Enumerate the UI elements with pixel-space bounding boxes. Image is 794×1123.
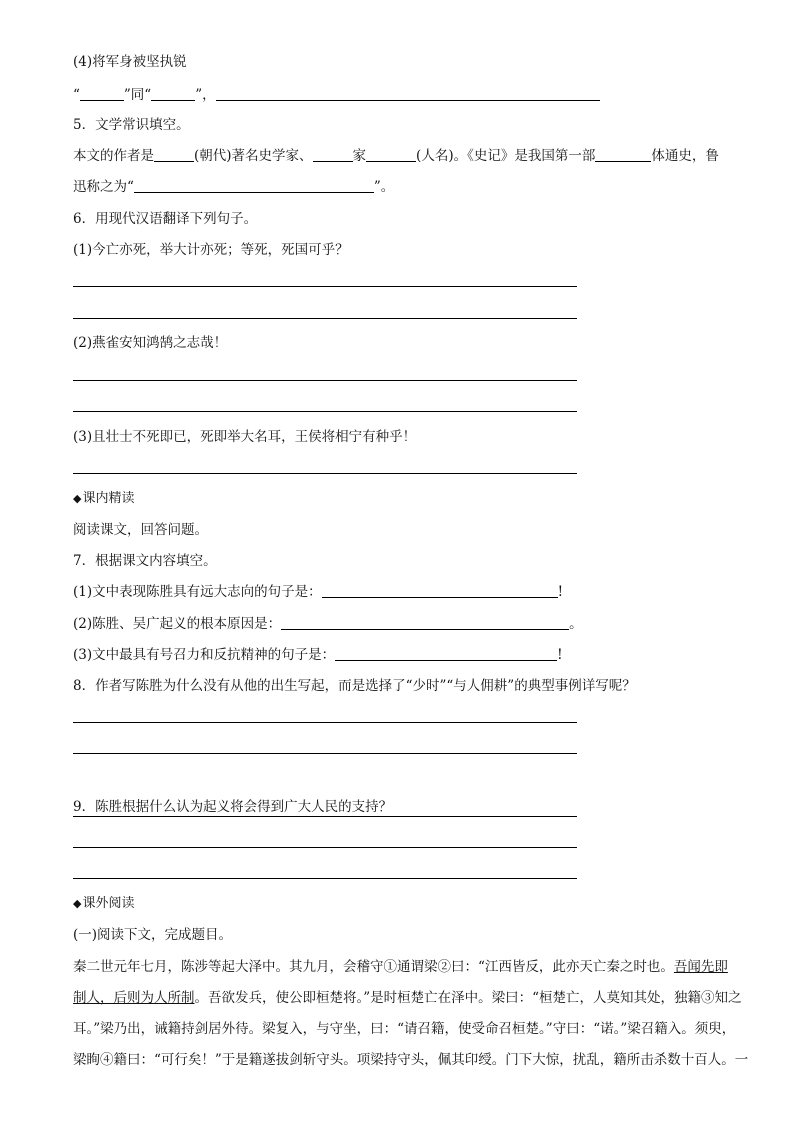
q9-question: 9．陈胜根据什么认为起义将会得到广大人民的支持？ xyxy=(73,799,393,815)
diamond-icon: ◆ xyxy=(73,897,82,910)
passage-text: 。吾欲发兵，使公即桓楚将。”是时桓楚亡在泽中。梁曰：“桓楚亡，人莫知其处，独籍③知之 xyxy=(194,990,742,1006)
q4-blank-3[interactable] xyxy=(216,86,600,101)
passage-line-3: 耳。”梁乃出，诫籍持剑居外待。梁复入，与守坐，曰：“请召籍，使受命召桓楚。”守曰：“诺。”梁召籍入。须臾， xyxy=(73,1021,736,1037)
q6-3-answer-line-1[interactable] xyxy=(73,473,577,474)
q4-blank-2[interactable] xyxy=(151,86,195,101)
q6-sentence-1: (1)今亡亦死，举大计亦死；等死，死国可乎？ xyxy=(73,242,349,258)
part-1-instruction: (一)阅读下文，完成题目。 xyxy=(73,927,233,943)
q4-label: (4)将军身被坚执锐 xyxy=(73,54,187,70)
q9-answer-line-2[interactable] xyxy=(73,847,577,848)
q5-blank-name[interactable] xyxy=(366,147,416,162)
q4-blank-1[interactable] xyxy=(80,86,124,101)
q6-2-answer-line-1[interactable] xyxy=(73,380,577,381)
q5-title: 5．文学常识填空。 xyxy=(73,117,190,133)
q7-line-1 xyxy=(73,582,746,602)
q7-line-2 xyxy=(73,614,746,634)
q8-answer-line-1[interactable] xyxy=(73,722,577,723)
section-label: 课内精读 xyxy=(82,491,135,506)
passage-text: 秦二世元年七月，陈涉等起大泽中。其九月，会稽守①通谓梁②曰：“江西皆反，此亦天亡秦之时也。 xyxy=(73,959,674,975)
q4-mid-1: ”同“ xyxy=(123,87,152,103)
q7-title: 7．根据课文内容填空。 xyxy=(73,553,217,569)
q5-text-g: ”。 xyxy=(373,179,395,195)
q6-1-answer-line-2[interactable] xyxy=(73,318,577,319)
q5-blank-praise[interactable] xyxy=(134,178,374,193)
q7-prompt-3: (3)文中最具有号召力和反抗精神的句子是： xyxy=(73,647,336,663)
q5-text-f: 迅称之为“ xyxy=(73,179,134,195)
q8-question: 8．作者写陈胜为什么没有从他的出生写起，而是选择了“少时”“与人佣耕”的典型事例详写呢？ xyxy=(73,678,636,694)
passage-line-4: 梁眴④籍曰：“可行矣！”于是籍遂拔剑斩守头。项梁持守头，佩其印绶。门下大惊，扰乱，籍所击杀数十百人。一 xyxy=(73,1052,749,1068)
q5-line-1 xyxy=(73,146,746,166)
q6-title: 6．用现代汉语翻译下列句子。 xyxy=(73,211,258,227)
q6-sentence-2: (2)燕雀安知鸿鹄之志哉！ xyxy=(73,335,228,351)
q7-blank-1[interactable] xyxy=(322,583,558,598)
q7-blank-2[interactable] xyxy=(281,615,569,630)
q7-prompt-1: (1)文中表现陈胜具有远大志向的句子是： xyxy=(73,584,322,600)
q6-2-answer-line-2[interactable] xyxy=(73,411,577,412)
q6-sentence-3: (3)且壮士不死即已，死即举大名耳，王侯将相宁有种乎！ xyxy=(73,429,417,445)
passage-underlined: 制人，后则为人所制 xyxy=(73,990,195,1006)
q9-answer-line-1[interactable] xyxy=(73,816,577,817)
q4-mid-2: ”， xyxy=(195,87,216,103)
q7-end-1: ! xyxy=(557,584,564,600)
q7-line-3 xyxy=(73,645,746,665)
section-heading-in-class xyxy=(73,489,746,509)
q4-quote-open: “ xyxy=(73,87,80,103)
q5-text-b: (朝代)著名史学家、 xyxy=(194,148,313,164)
read-hint: 阅读课文，回答问题。 xyxy=(73,522,208,538)
q7-end-3: ! xyxy=(557,647,563,663)
section-label: 课外阅读 xyxy=(82,896,135,911)
q5-text-c: 家 xyxy=(352,148,367,164)
diamond-icon: ◆ xyxy=(73,492,82,505)
passage-underlined: 吾闻先即 xyxy=(673,959,728,975)
section-heading-extracurricular xyxy=(73,894,746,914)
q5-blank-type[interactable] xyxy=(595,147,651,162)
q7-end-2: 。 xyxy=(569,616,583,632)
passage-line-1 xyxy=(73,957,746,977)
q9-answer-line-3[interactable] xyxy=(73,878,577,879)
q5-text-e: 体通史，鲁 xyxy=(651,148,719,164)
q7-prompt-2: (2)陈胜、吴广起义的根本原因是： xyxy=(73,616,282,632)
q7-blank-3[interactable] xyxy=(335,646,557,661)
q6-1-answer-line-1[interactable] xyxy=(73,286,577,287)
q5-line-2 xyxy=(73,177,746,197)
passage-line-2 xyxy=(73,988,746,1008)
q4-answer-line xyxy=(73,85,746,105)
q5-text-d: (人名)。《史记》是我国第一部 xyxy=(416,148,596,164)
q5-blank-dynasty[interactable] xyxy=(154,147,194,162)
q5-text-a: 本文的作者是 xyxy=(73,148,154,164)
q8-answer-line-2[interactable] xyxy=(73,753,577,754)
q5-blank-role[interactable] xyxy=(313,147,353,162)
